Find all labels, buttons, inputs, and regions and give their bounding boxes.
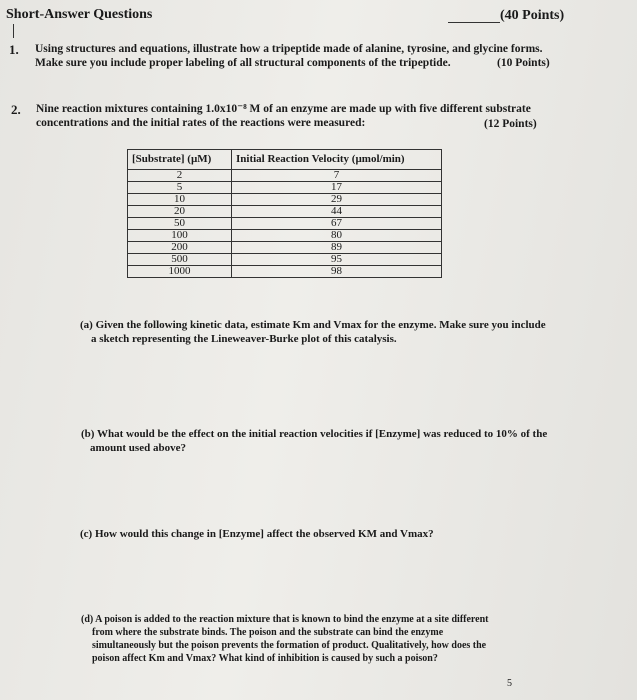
substrate-cell: 200 [128,242,232,254]
substrate-cell: 10 [128,194,232,206]
substrate-cell: 100 [128,230,232,242]
substrate-cell: 2 [128,170,232,182]
total-points: (40 Points) [500,8,565,23]
velocity-cell: 44 [232,206,442,218]
velocity-cell: 7 [232,170,442,182]
velocity-column-header: Initial Reaction Velocity (µmol/min) [232,150,442,170]
velocity-cell: 95 [232,254,442,266]
velocity-cell: 98 [232,266,442,278]
table-row [128,218,442,230]
velocity-cell: 17 [232,182,442,194]
table-row [128,254,442,266]
question-1-line-2: Make sure you include proper labeling of all structural components of the tripeptide. [35,57,451,69]
text-cursor-mark [13,24,14,38]
substrate-cell: 1000 [128,266,232,278]
table-row [128,170,442,182]
velocity-cell: 29 [232,194,442,206]
part-b-line-2: amount used above? [90,442,186,454]
page-title: Short-Answer Questions [6,7,153,22]
table-row [128,230,442,242]
part-d-line-4: poison affect Km and Vmax? What kind of inhibition is caused by such a poison? [92,653,438,664]
substrate-cell: 500 [128,254,232,266]
substrate-cell: 50 [128,218,232,230]
part-d-line-2: from where the substrate binds. The poison and the substrate can bind the enzyme [92,627,444,638]
kinetic-data-table [127,149,442,278]
question-2-line-2: concentrations and the initial rates of the reactions were measured: [36,117,366,129]
page-number: 5 [507,678,512,689]
part-b-line-1: (b) What would be the effect on the initial reaction velocities if [Enzyme] was reduced to 10% of the [81,428,548,440]
part-c-line-1: (c) How would this change in [Enzyme] affect the observed KM and Vmax? [80,528,434,540]
question-2-line-1: Nine reaction mixtures containing 1.0x10⁻⁸ M of an enzyme are made up with five different substrate [36,103,531,115]
part-d-line-1: (d) A poison is added to the reaction mixture that is known to bind the enzyme at a site different [81,614,489,625]
table-row [128,242,442,254]
table-header-row [128,150,442,170]
velocity-cell: 67 [232,218,442,230]
substrate-cell: 20 [128,206,232,218]
substrate-column-header: [Substrate] (µM) [128,150,232,170]
table-row [128,194,442,206]
substrate-cell: 5 [128,182,232,194]
question-1-number: 1. [9,42,19,57]
velocity-cell: 89 [232,242,442,254]
points-underline [448,22,500,23]
question-1-points: (10 Points) [497,57,550,69]
table-row [128,266,442,278]
part-a-line-2: a sketch representing the Lineweaver-Burke plot of this catalysis. [91,333,397,345]
part-a-line-1: (a) Given the following kinetic data, estimate Km and Vmax for the enzyme. Make sure you include [80,319,546,331]
velocity-cell: 80 [232,230,442,242]
question-1-line-1: Using structures and equations, illustrate how a tripeptide made of alanine, tyrosine, and glycine forms. [35,43,543,55]
question-2-points: (12 Points) [484,118,537,130]
question-2-number: 2. [11,102,21,117]
table-row [128,182,442,194]
table-row [128,206,442,218]
part-d-line-3: simultaneously but the poison prevents the formation of product. Qualitatively, how does the [92,640,487,651]
